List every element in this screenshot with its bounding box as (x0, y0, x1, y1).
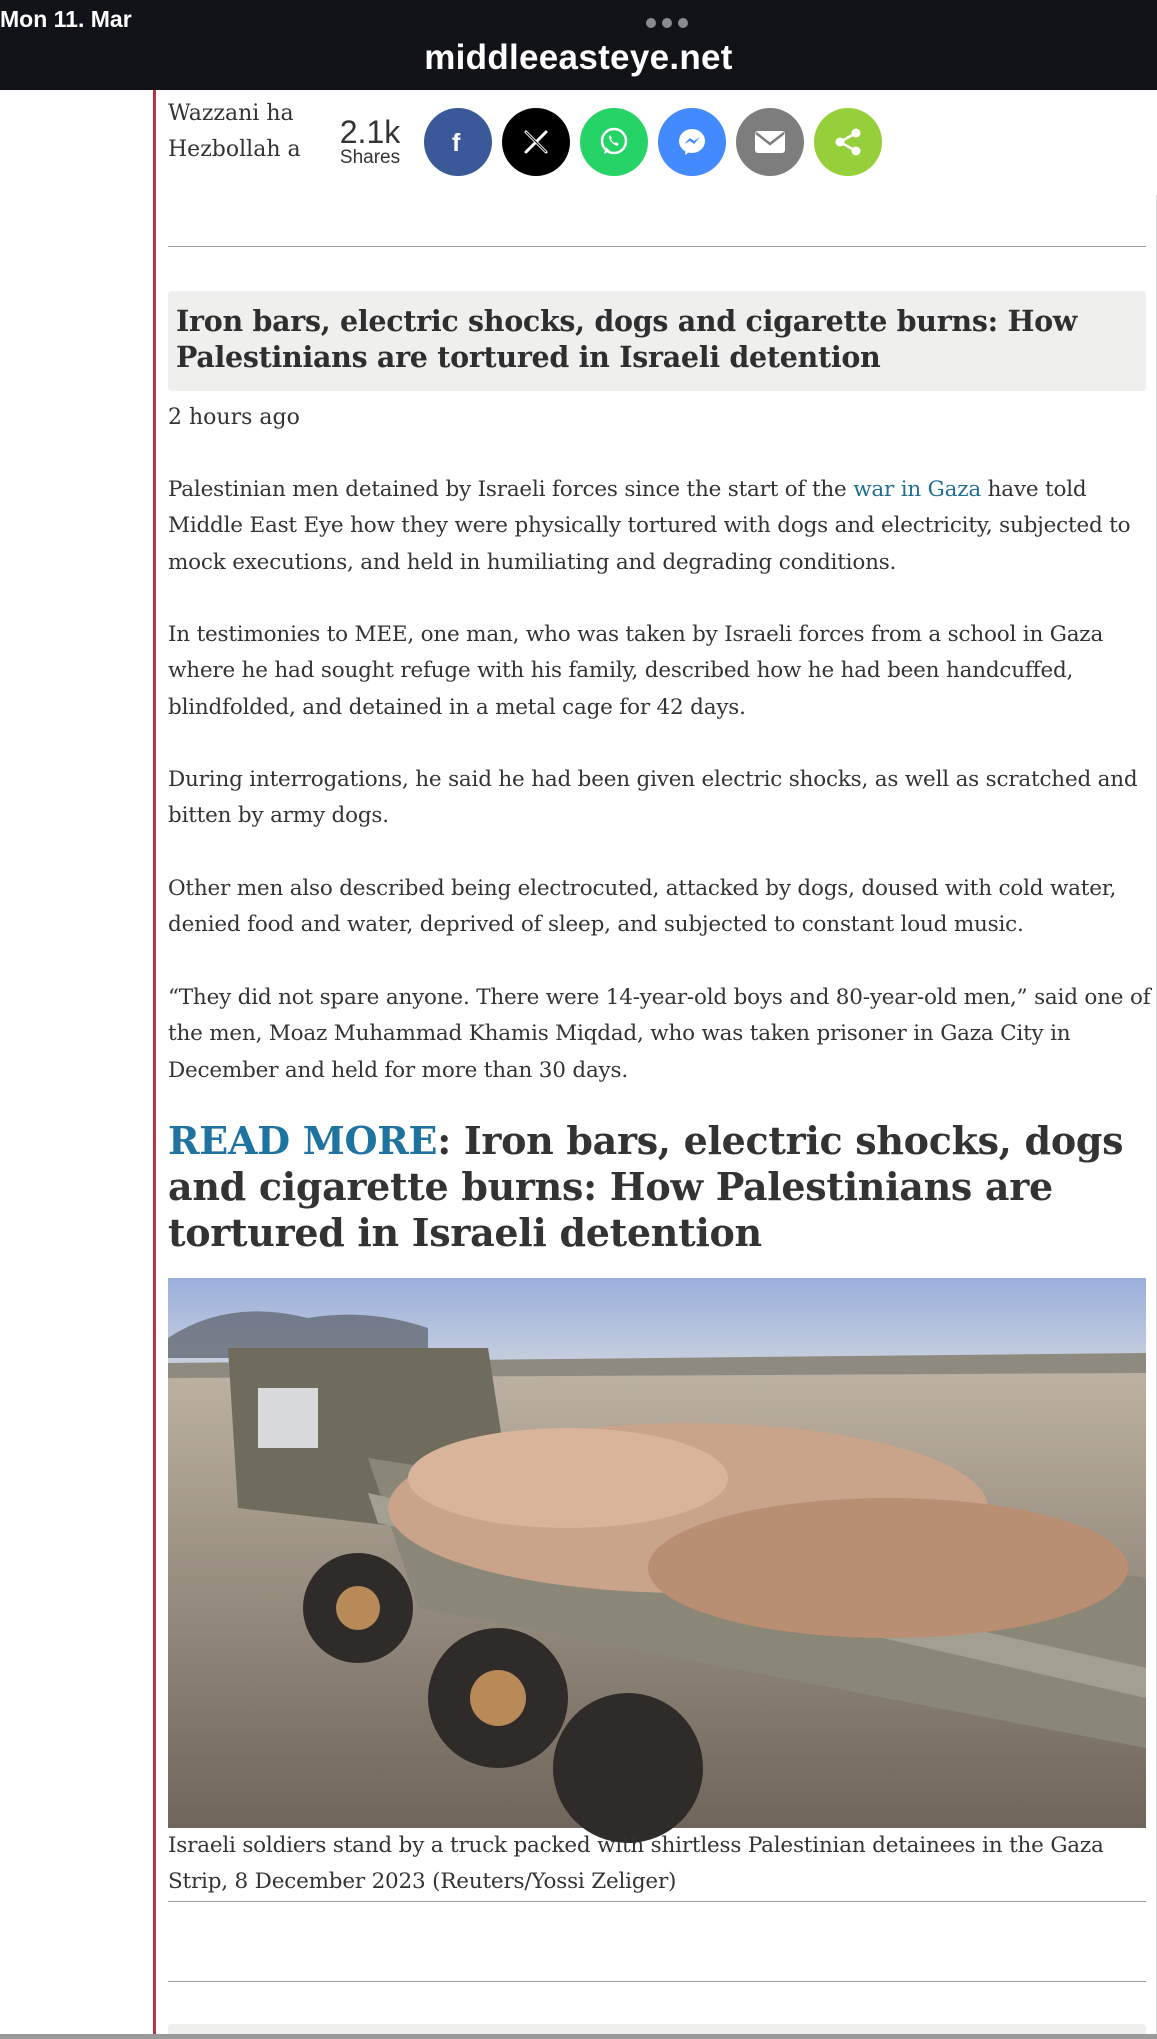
previous-entry-line: Wazzani ha (168, 101, 294, 126)
share-icon (832, 126, 864, 158)
entry-paragraph: During interrogations, he said he had been given electric shocks, as well as scratched and bitten by army dogs. (168, 767, 1138, 829)
share-count (330, 116, 410, 168)
share-bar (330, 106, 882, 178)
more-dots-icon[interactable] (646, 18, 688, 28)
x-share-button[interactable] (502, 108, 570, 176)
entry-paragraph: “They did not spare anyone. There were 14-year-old boys and 80-year-old men,” said one of the men, Moaz Muhammad Khamis Miqdad, who was taken prisoner in Gaza City in December and held for more than 30 days. (168, 985, 1151, 1083)
entry-headline: Iron bars, electric shocks, dogs and cigarette burns: How Palestinians are tortured in Israeli detention (176, 304, 1078, 374)
messenger-icon (675, 125, 709, 159)
entry-paragraph: In testimonies to MEE, one man, who was taken by Israeli forces from a school in Gaza where he had sought refuge with his family, described how he had been handcuffed, blindfolded, and detained in a metal cage for 42 days. (168, 622, 1104, 720)
whatsapp-icon (597, 125, 631, 159)
entry-paragraph (168, 472, 1153, 581)
share-count-label: Shares (339, 147, 401, 168)
share-count-number: 2.1k (339, 114, 401, 150)
war-in-gaza-link[interactable]: war in Gaza (853, 477, 982, 502)
facebook-icon (447, 128, 469, 156)
email-share-button[interactable] (736, 108, 804, 176)
live-timeline-line (153, 90, 156, 2039)
url-domain[interactable]: middleeasteye.net (424, 38, 733, 77)
entry-timestamp: 2 hours ago (168, 405, 300, 430)
divider (168, 1901, 1146, 1902)
previous-entry-line: Hezbollah a (168, 137, 301, 162)
share-button[interactable] (814, 108, 882, 176)
divider (168, 246, 1146, 247)
x-icon (522, 128, 550, 156)
photo-caption: Israeli soldiers stand by a truck packed with shirtless Palestinian detainees in the Gaza Strip, 8 December 2023 (Reuters/Yossi Zeliger) (168, 1833, 1104, 1895)
detainees-truck-photo (168, 1278, 1146, 1828)
paragraph-text: Palestinian men detained by Israeli forces since the start of the (168, 477, 854, 502)
read-more-title[interactable]: : Iron bars, electric shocks, dogs and cigarette burns: How Palestinians are tortured in Israeli detention (168, 1118, 1124, 1255)
read-more-label[interactable]: READ MORE (168, 1118, 438, 1163)
status-date: Mon 11. Mar (0, 6, 132, 32)
browser-top-bar (0, 0, 1157, 90)
bottom-edge (0, 2034, 1157, 2039)
messenger-share-button[interactable] (658, 108, 726, 176)
facebook-share-button[interactable] (424, 108, 492, 176)
paragraph-text: have told Middle East Eye how they were physically tortured with dogs and electricity, subjected to mock executions, and held in humiliating and degrading conditions. (168, 477, 1131, 575)
divider (168, 1981, 1146, 1982)
email-icon (754, 130, 786, 154)
whatsapp-share-button[interactable] (580, 108, 648, 176)
previous-entry-text (168, 96, 301, 168)
svg-text:f: f (452, 129, 461, 157)
read-more-link[interactable] (168, 1118, 1153, 1256)
entry-headline-box (168, 291, 1146, 391)
entry-paragraph: Other men also described being electrocuted, attacked by dogs, doused with cold water, denied food and water, deprived of sleep, and subjected to constant loud music. (168, 876, 1117, 938)
